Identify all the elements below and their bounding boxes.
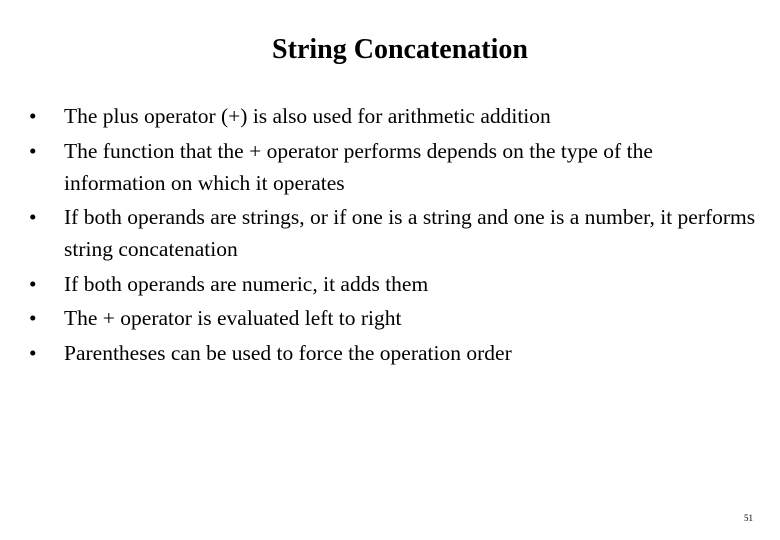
bullet-item <box>29 337 759 369</box>
bullet-icon: • <box>29 306 37 330</box>
bullet-item <box>29 100 759 132</box>
bullet-text: If both operands are strings, or if one is a string and one is a number, it performs string concatenation <box>64 205 756 261</box>
bullet-icon: • <box>29 205 37 229</box>
bullet-icon: • <box>29 104 37 128</box>
bullet-text: The plus operator (+) is also used for arithmetic addition <box>64 104 551 128</box>
bullet-icon: • <box>29 271 37 296</box>
bullet-text: The function that the + operator performs depends on the type of the information on which it operates <box>64 138 653 195</box>
bullet-list <box>29 100 759 371</box>
bullet-icon: • <box>29 340 37 365</box>
bullet-text: If both operands are numeric, it adds them <box>64 271 429 296</box>
bullet-text: The + operator is evaluated left to right <box>64 306 402 330</box>
bullet-item <box>29 302 759 334</box>
bullet-icon: • <box>29 138 37 163</box>
page-number: 51 <box>744 513 753 523</box>
bullet-item <box>29 268 759 300</box>
bullet-text: Parentheses can be used to force the operation order <box>64 340 512 365</box>
bullet-item <box>29 201 759 265</box>
bullet-item <box>29 135 759 199</box>
slide-title: String Concatenation <box>272 34 528 65</box>
